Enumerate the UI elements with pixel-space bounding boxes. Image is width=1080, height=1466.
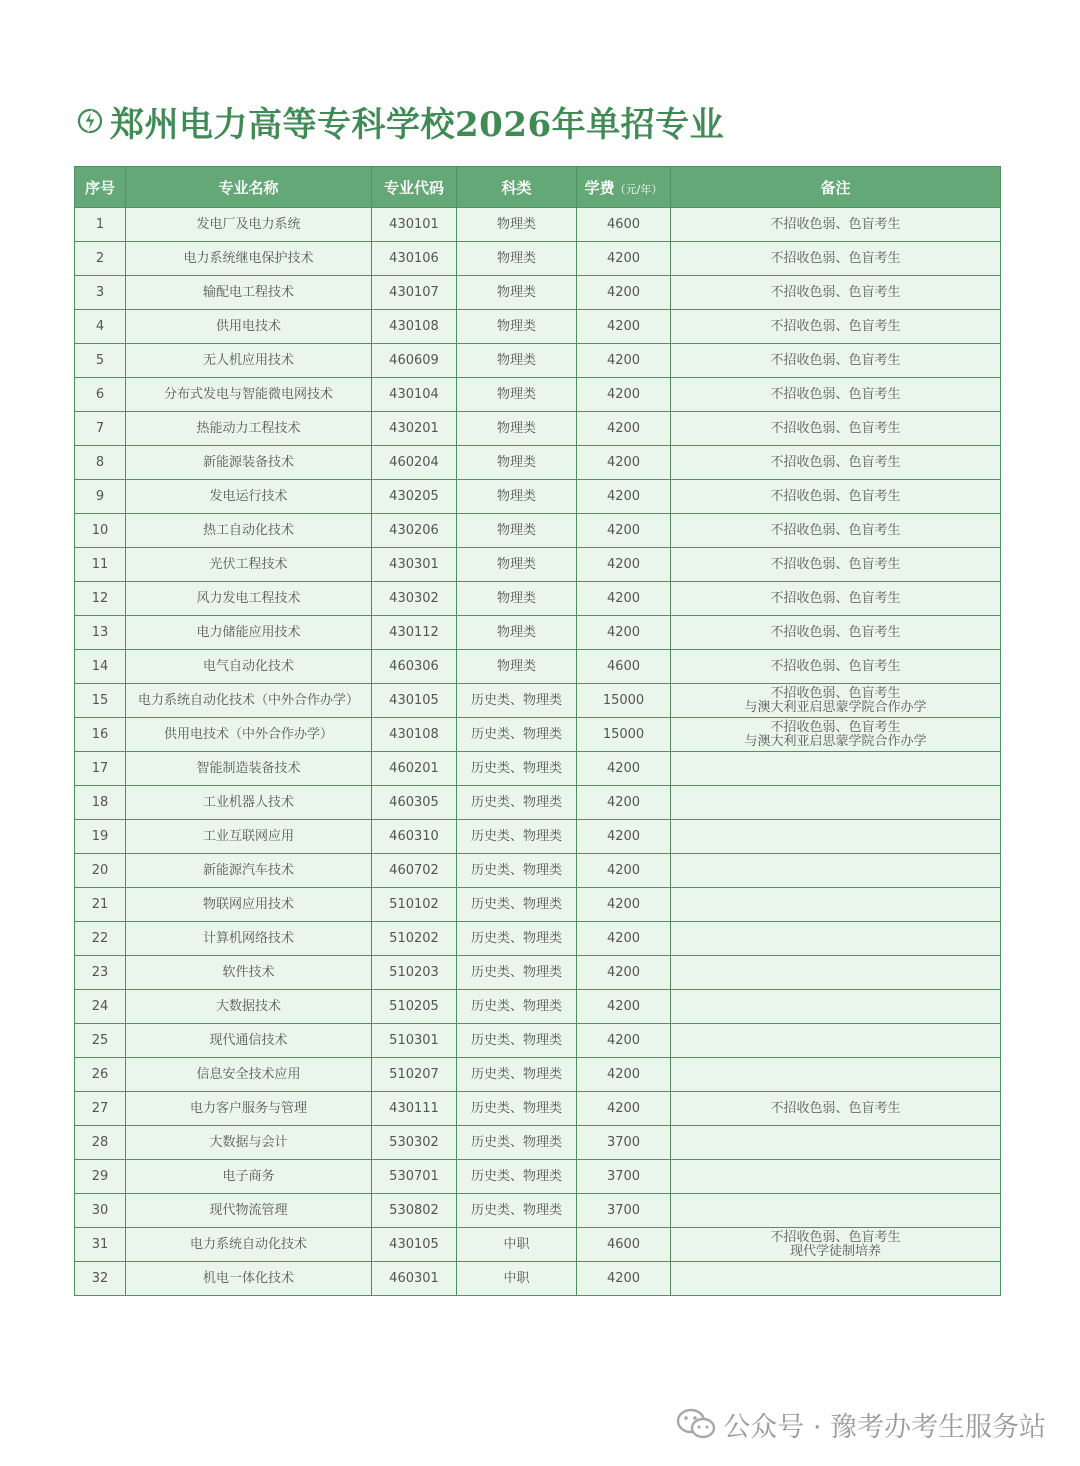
table-row [75, 956, 1001, 990]
cell-fee: 4200 [577, 276, 671, 310]
cell-notes [671, 1194, 1001, 1228]
cell-code: 510102 [372, 888, 457, 922]
table-row [75, 208, 1001, 242]
cell-fee: 4200 [577, 582, 671, 616]
cell-notes [671, 548, 1001, 582]
cell-code: 430104 [372, 378, 457, 412]
cell-category: 历史类、物理类 [457, 752, 577, 786]
cell-fee: 4200 [577, 1024, 671, 1058]
cell-fee: 4200 [577, 1262, 671, 1296]
cell-notes [671, 208, 1001, 242]
cell-notes [671, 820, 1001, 854]
cell-category: 历史类、物理类 [457, 684, 577, 718]
table-row [75, 718, 1001, 752]
cell-name: 热工自动化技术 [126, 514, 372, 548]
cell-code: 460609 [372, 344, 457, 378]
cell-fee: 15000 [577, 684, 671, 718]
cell-fee: 4200 [577, 786, 671, 820]
cell-index: 8 [75, 446, 126, 480]
table-row [75, 242, 1001, 276]
header-fee-unit: （元/年） [614, 182, 663, 196]
table-row [75, 1228, 1001, 1262]
table-row [75, 480, 1001, 514]
cell-name: 电力客户服务与管理 [126, 1092, 372, 1126]
cell-code: 530302 [372, 1126, 457, 1160]
watermark-text: 公众号 · 豫考办考生服务站 [723, 1411, 1046, 1443]
watermark [675, 1402, 1046, 1446]
cell-fee: 4200 [577, 922, 671, 956]
table-row [75, 616, 1001, 650]
cell-code: 430205 [372, 480, 457, 514]
cell-name: 无人机应用技术 [126, 344, 372, 378]
cell-fee: 4200 [577, 1092, 671, 1126]
cell-notes [671, 1228, 1001, 1262]
cell-name: 供用电技术（中外合作办学） [126, 718, 372, 752]
majors-table [74, 166, 1001, 1296]
header-category: 科类 [457, 167, 577, 208]
cell-category: 历史类、物理类 [457, 1160, 577, 1194]
table-row [75, 854, 1001, 888]
cell-index: 6 [75, 378, 126, 412]
cell-notes [671, 990, 1001, 1024]
cell-name: 热能动力工程技术 [126, 412, 372, 446]
table-row [75, 1058, 1001, 1092]
cell-notes [671, 616, 1001, 650]
cell-code: 510205 [372, 990, 457, 1024]
cell-fee: 4200 [577, 514, 671, 548]
cell-name: 新能源装备技术 [126, 446, 372, 480]
cell-category: 历史类、物理类 [457, 1194, 577, 1228]
cell-category: 物理类 [457, 310, 577, 344]
cell-code: 510207 [372, 1058, 457, 1092]
cell-index: 28 [75, 1126, 126, 1160]
cell-category: 物理类 [457, 412, 577, 446]
table-row [75, 378, 1001, 412]
table-row [75, 752, 1001, 786]
cell-fee: 4200 [577, 752, 671, 786]
cell-index: 9 [75, 480, 126, 514]
note-line: 不招收色弱、色盲考生 [770, 250, 901, 266]
note-line: 不招收色弱、色盲考生 [770, 352, 901, 368]
cell-code: 530701 [372, 1160, 457, 1194]
header-name: 专业名称 [126, 167, 372, 208]
note-line: 不招收色弱、色盲考生 [770, 1100, 901, 1116]
cell-name: 现代物流管理 [126, 1194, 372, 1228]
table-row [75, 446, 1001, 480]
cell-fee: 4200 [577, 446, 671, 480]
table-row [75, 310, 1001, 344]
cell-name: 电力系统继电保护技术 [126, 242, 372, 276]
cell-fee: 4200 [577, 1058, 671, 1092]
table-row [75, 990, 1001, 1024]
cell-code: 430201 [372, 412, 457, 446]
table-row [75, 650, 1001, 684]
cell-name: 软件技术 [126, 956, 372, 990]
cell-category: 物理类 [457, 480, 577, 514]
cell-fee: 4200 [577, 548, 671, 582]
cell-name: 发电运行技术 [126, 480, 372, 514]
cell-category: 物理类 [457, 242, 577, 276]
table-row [75, 412, 1001, 446]
note-line: 不招收色弱、色盲考生 [770, 522, 901, 538]
cell-fee: 3700 [577, 1194, 671, 1228]
cell-code: 430105 [372, 684, 457, 718]
cell-code: 460201 [372, 752, 457, 786]
cell-index: 16 [75, 718, 126, 752]
cell-name: 智能制造装备技术 [126, 752, 372, 786]
cell-code: 460204 [372, 446, 457, 480]
cell-notes [671, 344, 1001, 378]
cell-code: 510301 [372, 1024, 457, 1058]
table-row [75, 820, 1001, 854]
cell-index: 12 [75, 582, 126, 616]
cell-notes [671, 1262, 1001, 1296]
cell-index: 18 [75, 786, 126, 820]
cell-index: 5 [75, 344, 126, 378]
cell-fee: 4600 [577, 208, 671, 242]
cell-name: 电力储能应用技术 [126, 616, 372, 650]
table-row [75, 1194, 1001, 1228]
cell-code: 430108 [372, 310, 457, 344]
cell-fee: 4600 [577, 1228, 671, 1262]
table-row [75, 1262, 1001, 1296]
cell-code: 430101 [372, 208, 457, 242]
cell-fee: 3700 [577, 1126, 671, 1160]
cell-name: 计算机网络技术 [126, 922, 372, 956]
cell-index: 30 [75, 1194, 126, 1228]
cell-name: 光伏工程技术 [126, 548, 372, 582]
cell-code: 430105 [372, 1228, 457, 1262]
cell-fee: 15000 [577, 718, 671, 752]
cell-name: 大数据与会计 [126, 1126, 372, 1160]
table-row [75, 1024, 1001, 1058]
cell-category: 历史类、物理类 [457, 1126, 577, 1160]
cell-notes [671, 1024, 1001, 1058]
cell-notes [671, 1092, 1001, 1126]
cell-category: 历史类、物理类 [457, 1024, 577, 1058]
cell-index: 22 [75, 922, 126, 956]
cell-code: 430111 [372, 1092, 457, 1126]
cell-fee: 4200 [577, 616, 671, 650]
cell-notes [671, 752, 1001, 786]
cell-index: 3 [75, 276, 126, 310]
cell-notes [671, 378, 1001, 412]
cell-name: 大数据技术 [126, 990, 372, 1024]
cell-fee: 4200 [577, 344, 671, 378]
cell-index: 21 [75, 888, 126, 922]
note-line: 不招收色弱、色盲考生 [770, 420, 901, 436]
cell-notes [671, 650, 1001, 684]
cell-notes [671, 854, 1001, 888]
cell-notes [671, 446, 1001, 480]
note-line: 与澳大利亚启思蒙学院合作办学 [744, 733, 927, 749]
cell-name: 工业机器人技术 [126, 786, 372, 820]
cell-category: 物理类 [457, 208, 577, 242]
power-logo-icon [76, 107, 104, 135]
cell-category: 历史类、物理类 [457, 820, 577, 854]
cell-notes [671, 718, 1001, 752]
cell-index: 19 [75, 820, 126, 854]
cell-code: 430107 [372, 276, 457, 310]
table-row [75, 684, 1001, 718]
cell-index: 29 [75, 1160, 126, 1194]
table-row [75, 1126, 1001, 1160]
cell-fee: 4200 [577, 378, 671, 412]
note-line: 现代学徒制培养 [789, 1243, 881, 1259]
note-line: 不招收色弱、色盲考生 [770, 590, 901, 606]
cell-name: 输配电工程技术 [126, 276, 372, 310]
cell-name: 发电厂及电力系统 [126, 208, 372, 242]
cell-category: 历史类、物理类 [457, 1058, 577, 1092]
table-row [75, 276, 1001, 310]
cell-code: 510203 [372, 956, 457, 990]
cell-index: 13 [75, 616, 126, 650]
cell-category: 历史类、物理类 [457, 1092, 577, 1126]
cell-index: 23 [75, 956, 126, 990]
cell-code: 460301 [372, 1262, 457, 1296]
cell-name: 物联网应用技术 [126, 888, 372, 922]
cell-name: 新能源汽车技术 [126, 854, 372, 888]
cell-code: 430108 [372, 718, 457, 752]
cell-notes [671, 922, 1001, 956]
table-body [75, 208, 1001, 1296]
cell-code: 430302 [372, 582, 457, 616]
cell-category: 物理类 [457, 378, 577, 412]
table-row [75, 922, 1001, 956]
cell-index: 20 [75, 854, 126, 888]
cell-name: 现代通信技术 [126, 1024, 372, 1058]
cell-index: 17 [75, 752, 126, 786]
note-line: 与澳大利亚启思蒙学院合作办学 [744, 699, 927, 715]
page-title-text: 郑州电力高等专科学校2026年单招专业 [110, 104, 725, 145]
cell-fee: 4200 [577, 888, 671, 922]
cell-category: 中职 [457, 1228, 577, 1262]
cell-index: 25 [75, 1024, 126, 1058]
cell-category: 历史类、物理类 [457, 854, 577, 888]
cell-category: 物理类 [457, 650, 577, 684]
cell-fee: 4200 [577, 480, 671, 514]
cell-fee: 4200 [577, 990, 671, 1024]
cell-fee: 4600 [577, 650, 671, 684]
cell-category: 物理类 [457, 548, 577, 582]
cell-name: 供用电技术 [126, 310, 372, 344]
cell-index: 7 [75, 412, 126, 446]
cell-code: 430112 [372, 616, 457, 650]
cell-index: 14 [75, 650, 126, 684]
note-line: 不招收色弱、色盲考生 [770, 488, 901, 504]
cell-index: 32 [75, 1262, 126, 1296]
cell-category: 历史类、物理类 [457, 786, 577, 820]
cell-index: 15 [75, 684, 126, 718]
cell-name: 电力系统自动化技术（中外合作办学） [126, 684, 372, 718]
table-row [75, 786, 1001, 820]
page-title [76, 96, 724, 146]
note-line: 不招收色弱、色盲考生 [770, 216, 901, 232]
header-fee [577, 167, 671, 208]
cell-category: 物理类 [457, 344, 577, 378]
cell-code: 430206 [372, 514, 457, 548]
cell-category: 物理类 [457, 582, 577, 616]
cell-code: 460305 [372, 786, 457, 820]
wechat-icon [675, 1407, 717, 1441]
cell-code: 460306 [372, 650, 457, 684]
cell-index: 27 [75, 1092, 126, 1126]
cell-code: 510202 [372, 922, 457, 956]
note-line: 不招收色弱、色盲考生 [770, 685, 901, 701]
cell-code: 430301 [372, 548, 457, 582]
cell-category: 历史类、物理类 [457, 956, 577, 990]
table-row [75, 1092, 1001, 1126]
cell-index: 10 [75, 514, 126, 548]
cell-index: 31 [75, 1228, 126, 1262]
table-row [75, 344, 1001, 378]
header-fee-label: 学费 [584, 178, 615, 197]
cell-name: 电力系统自动化技术 [126, 1228, 372, 1262]
header-notes: 备注 [671, 167, 1001, 208]
note-line: 不招收色弱、色盲考生 [770, 386, 901, 402]
table-row [75, 888, 1001, 922]
header-index: 序号 [75, 167, 126, 208]
cell-notes [671, 242, 1001, 276]
cell-name: 电气自动化技术 [126, 650, 372, 684]
cell-category: 物理类 [457, 276, 577, 310]
cell-fee: 4200 [577, 820, 671, 854]
cell-code: 430106 [372, 242, 457, 276]
cell-notes [671, 514, 1001, 548]
cell-fee: 4200 [577, 412, 671, 446]
cell-category: 历史类、物理类 [457, 990, 577, 1024]
cell-fee: 4200 [577, 854, 671, 888]
note-line: 不招收色弱、色盲考生 [770, 454, 901, 470]
cell-index: 11 [75, 548, 126, 582]
cell-category: 物理类 [457, 616, 577, 650]
note-line: 不招收色弱、色盲考生 [770, 318, 901, 334]
cell-notes [671, 310, 1001, 344]
cell-notes [671, 480, 1001, 514]
cell-notes [671, 1160, 1001, 1194]
cell-code: 460310 [372, 820, 457, 854]
note-line: 不招收色弱、色盲考生 [770, 624, 901, 640]
cell-category: 历史类、物理类 [457, 922, 577, 956]
cell-category: 物理类 [457, 446, 577, 480]
cell-index: 1 [75, 208, 126, 242]
cell-name: 机电一体化技术 [126, 1262, 372, 1296]
cell-notes [671, 1126, 1001, 1160]
cell-notes [671, 956, 1001, 990]
cell-category: 历史类、物理类 [457, 888, 577, 922]
cell-name: 电子商务 [126, 1160, 372, 1194]
cell-category: 历史类、物理类 [457, 718, 577, 752]
cell-code: 530802 [372, 1194, 457, 1228]
cell-notes [671, 1058, 1001, 1092]
cell-code: 460702 [372, 854, 457, 888]
cell-name: 工业互联网应用 [126, 820, 372, 854]
cell-fee: 4200 [577, 310, 671, 344]
cell-index: 4 [75, 310, 126, 344]
cell-fee: 4200 [577, 242, 671, 276]
cell-category: 物理类 [457, 514, 577, 548]
cell-index: 26 [75, 1058, 126, 1092]
note-line: 不招收色弱、色盲考生 [770, 1229, 901, 1245]
table-row [75, 548, 1001, 582]
cell-name: 信息安全技术应用 [126, 1058, 372, 1092]
note-line: 不招收色弱、色盲考生 [770, 284, 901, 300]
cell-notes [671, 786, 1001, 820]
cell-name: 风力发电工程技术 [126, 582, 372, 616]
note-line: 不招收色弱、色盲考生 [770, 658, 901, 674]
table-row [75, 514, 1001, 548]
header-code: 专业代码 [372, 167, 457, 208]
cell-notes [671, 684, 1001, 718]
cell-category: 中职 [457, 1262, 577, 1296]
table-header-row [75, 167, 1001, 208]
cell-index: 24 [75, 990, 126, 1024]
table-row [75, 1160, 1001, 1194]
cell-notes [671, 582, 1001, 616]
cell-notes [671, 888, 1001, 922]
cell-notes [671, 276, 1001, 310]
table-row [75, 582, 1001, 616]
note-line: 不招收色弱、色盲考生 [770, 556, 901, 572]
cell-fee: 3700 [577, 1160, 671, 1194]
cell-index: 2 [75, 242, 126, 276]
cell-notes [671, 412, 1001, 446]
cell-name: 分布式发电与智能微电网技术 [126, 378, 372, 412]
note-line: 不招收色弱、色盲考生 [770, 719, 901, 735]
cell-fee: 4200 [577, 956, 671, 990]
